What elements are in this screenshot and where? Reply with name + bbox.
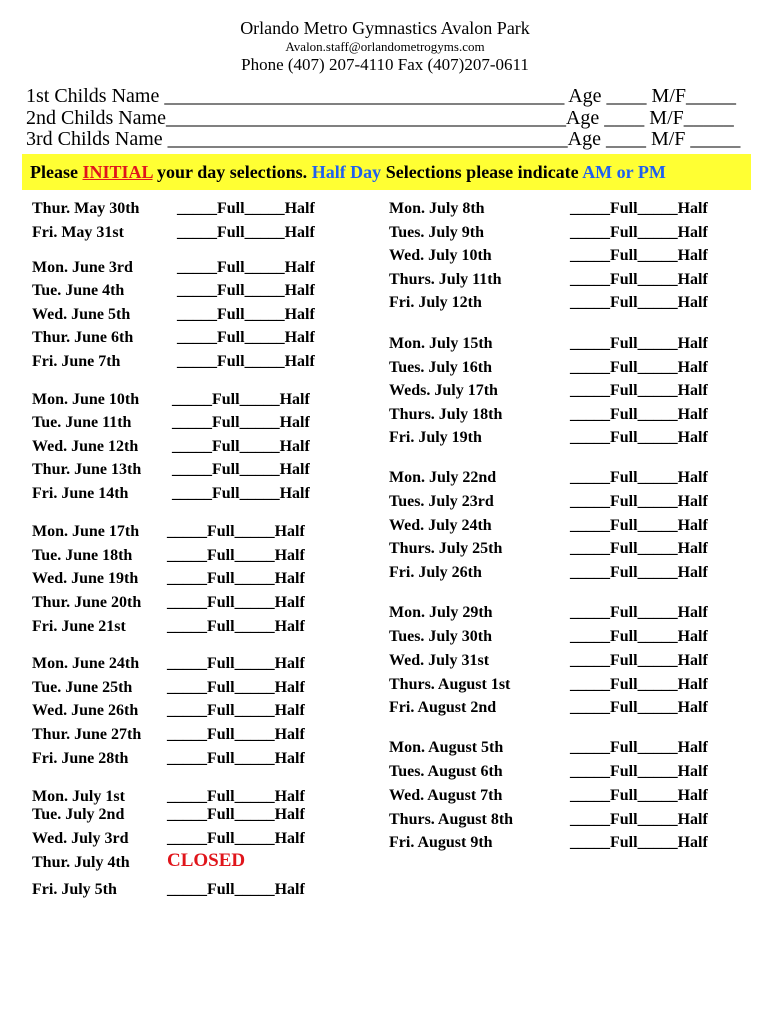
day-label: Thur. June 27th [32,726,142,743]
day-label: Wed. July 31st [389,652,490,669]
full-half-selection[interactable]: _____Full_____Half [570,469,708,486]
full-half-selection[interactable]: _____Full_____Half [167,618,305,635]
banner-text-pre: Please [30,162,83,182]
full-half-selection[interactable]: _____Full_____Half [172,414,310,431]
full-half-selection[interactable]: _____Full_____Half [177,224,315,241]
day-label: Fri. June 28th [32,750,129,767]
full-half-selection[interactable]: _____Full_____Half [570,224,708,241]
full-half-selection[interactable]: _____Full_____Half [167,547,305,564]
day-label: Fri. August 2nd [389,699,497,716]
full-half-selection[interactable]: _____Full_____Half [570,493,708,510]
full-half-selection[interactable]: _____Full_____Half [167,881,305,898]
day-label: Fri. July 26th [389,564,482,581]
full-half-selection[interactable]: _____Full_____Half [570,739,708,756]
full-half-selection[interactable]: _____Full_____Half [570,652,708,669]
day-label: Tues. July 9th [389,224,484,241]
day-label: Thurs. July 18th [389,406,503,423]
full-half-selection[interactable]: _____Full_____Half [177,329,315,346]
day-label: Thurs. August 1st [389,676,511,693]
banner-initial: INITIAL [82,162,153,182]
day-label: Tue. June 4th [32,282,125,299]
day-label: Tues. July 16th [389,359,492,376]
day-label: Tue. June 25th [32,679,133,696]
day-label: Fri. June 7th [32,353,121,370]
instructions-banner [22,154,751,190]
day-label: Tues. July 30th [389,628,492,645]
full-half-selection[interactable]: _____Full_____Half [570,628,708,645]
day-label: Weds. July 17th [389,382,498,399]
full-half-selection[interactable]: _____Full_____Half [172,485,310,502]
child-1-field[interactable]: 1st Childs Name ________________________________________ Age ____ M/F_____ [26,85,737,107]
full-half-selection[interactable]: _____Full_____Half [570,335,708,352]
child-2-field[interactable]: 2nd Childs Name________________________________________Age ____ M/F_____ [26,107,734,129]
full-half-selection[interactable]: _____Full_____Half [570,406,708,423]
full-half-selection[interactable]: _____Full_____Half [570,247,708,264]
full-half-selection[interactable]: _____Full_____Half [167,594,305,611]
day-label: Mon. June 3rd [32,259,133,276]
day-label: Wed. June 26th [32,702,139,719]
full-half-selection[interactable]: _____Full_____Half [570,359,708,376]
full-half-selection[interactable]: _____Full_____Half [570,604,708,621]
day-label: Thur. June 6th [32,329,134,346]
day-label: Wed. July 3rd [32,830,129,847]
contact-email: Avalon.staff@orlandometrogyms.com [285,39,485,54]
day-label: Fri. August 9th [389,834,493,851]
full-half-selection[interactable]: _____Full_____Half [167,523,305,540]
day-label: Wed. August 7th [389,787,503,804]
full-half-selection[interactable]: _____Full_____Half [167,806,305,823]
day-label: Thur. May 30th [32,200,140,217]
day-label: Fri. June 14th [32,485,129,502]
full-half-selection[interactable]: _____Full_____Half [167,570,305,587]
full-half-selection[interactable]: _____Full_____Half [570,564,708,581]
day-label: Wed. June 12th [32,438,139,455]
full-half-selection[interactable]: _____Full_____Half [167,788,305,805]
day-label: Thur. June 13th [32,461,142,478]
day-label: Mon. July 29th [389,604,493,621]
full-half-selection[interactable]: _____Full_____Half [570,517,708,534]
banner-text-mid: your day selections. [152,162,312,182]
full-half-selection[interactable]: _____Full_____Half [570,271,708,288]
full-half-selection[interactable]: _____Full_____Half [177,282,315,299]
day-label: Fri. June 21st [32,618,126,635]
day-label: Mon. June 24th [32,655,140,672]
full-half-selection[interactable]: _____Full_____Half [172,461,310,478]
day-label: Tues. July 23rd [389,493,494,510]
day-label: Fri. July 19th [389,429,482,446]
day-label: Mon. June 10th [32,391,140,408]
full-half-selection[interactable]: _____Full_____Half [570,540,708,557]
day-label: Thur. June 20th [32,594,142,611]
day-label: Mon. July 15th [389,335,493,352]
day-label: Tue. July 2nd [32,806,125,823]
full-half-selection[interactable]: _____Full_____Half [172,438,310,455]
full-half-selection[interactable]: _____Full_____Half [570,763,708,780]
banner-half-day: Half Day [311,162,382,182]
day-label: Thurs. July 25th [389,540,503,557]
day-label: Tue. June 11th [32,414,132,431]
day-label: Fri. July 5th [32,881,117,898]
day-label: Mon. July 1st [32,788,125,805]
full-half-selection[interactable]: _____Full_____Half [167,750,305,767]
day-label: Mon. July 22nd [389,469,497,486]
closed-label: CLOSED [167,850,246,871]
day-label: Fri. July 12th [389,294,482,311]
day-label: Wed. July 10th [389,247,492,264]
full-half-selection[interactable]: _____Full_____Half [167,679,305,696]
full-half-selection[interactable]: _____Full_____Half [570,294,708,311]
day-label: Fri. May 31st [32,224,124,241]
full-half-selection[interactable]: _____Full_____Half [177,306,315,323]
day-label: Wed. July 24th [389,517,492,534]
full-half-selection[interactable]: _____Full_____Half [570,429,708,446]
full-half-selection[interactable]: _____Full_____Half [570,676,708,693]
day-label: Wed. June 5th [32,306,131,323]
full-half-selection[interactable]: _____Full_____Half [177,353,315,370]
full-half-selection[interactable]: _____Full_____Half [177,200,315,217]
full-half-selection[interactable]: _____Full_____Half [177,259,315,276]
full-half-selection[interactable]: _____Full_____Half [570,834,708,851]
day-label: Mon. July 8th [389,200,485,217]
full-half-selection[interactable]: _____Full_____Half [167,830,305,847]
full-half-selection[interactable]: _____Full_____Half [167,726,305,743]
full-half-selection[interactable]: _____Full_____Half [172,391,310,408]
full-half-selection[interactable]: _____Full_____Half [167,702,305,719]
day-label: Tue. June 18th [32,547,133,564]
day-label: Mon. August 5th [389,739,504,756]
full-half-selection[interactable]: _____Full_____Half [570,811,708,828]
banner-am-pm: AM or PM [582,162,666,182]
full-half-selection[interactable]: _____Full_____Half [570,200,708,217]
full-half-selection[interactable]: _____Full_____Half [570,699,708,716]
day-label: Tues. August 6th [389,763,503,780]
day-label: Thur. July 4th [32,854,130,871]
phone-fax: Phone (407) 207-4110 Fax (407)207-0611 [241,55,529,74]
banner-text-post: Selections please indicate [381,162,583,182]
child-3-field[interactable]: 3rd Childs Name ________________________________________Age ____ M/F _____ [26,128,741,150]
day-label: Thurs. July 11th [389,271,502,288]
full-half-selection[interactable]: _____Full_____Half [167,655,305,672]
day-label: Mon. June 17th [32,523,140,540]
full-half-selection[interactable]: _____Full_____Half [570,787,708,804]
gym-title: Orlando Metro Gymnastics Avalon Park [240,18,530,38]
full-half-selection[interactable]: _____Full_____Half [570,382,708,399]
day-label: Thurs. August 8th [389,811,514,828]
day-label: Wed. June 19th [32,570,139,587]
